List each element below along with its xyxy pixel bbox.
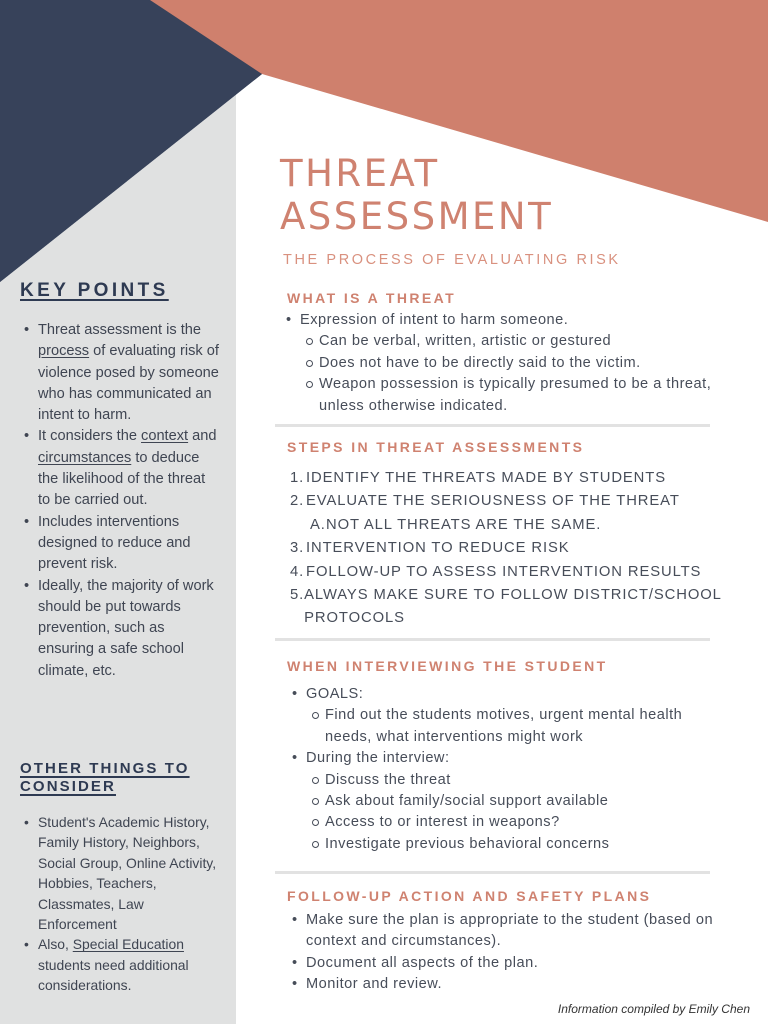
step-number: 5. [290,587,305,604]
list-item [284,310,754,417]
follow-up-heading: FOLLOW-UP ACTION AND SAFETY PLANS [287,888,652,904]
list-item [20,812,220,934]
step-number: 4. [290,563,305,580]
steps-list [290,467,740,631]
title-line-2: ASSESSMENT [280,195,554,238]
sub-list-item: Ask about family/social support available [309,791,730,812]
step-item [290,561,740,584]
sub-list-item: Access to or interest in weapons? [309,812,730,833]
section-divider [275,638,710,641]
sub-list-item: Weapon possession is typically presumed to be a threat, unless otherwise indicated. [303,374,754,417]
list-item [290,748,730,855]
text: Ideally, the majority of work should be put towards prevention, such as ensuring a safe school climate, etc. [38,577,214,679]
text: GOALS: [306,686,364,702]
underlined-term: Special Education [72,936,184,953]
list-item [20,426,220,511]
list-item [20,934,220,995]
sub-list-item: Can be verbal, written, artistic or gestured [303,331,754,352]
list-item: • Monitor and review. [290,974,750,995]
page-title [280,152,553,238]
step-sub-item [290,514,740,537]
list-item [20,512,220,576]
text: Also, [38,936,73,953]
key-points-heading: KEY POINTS [20,280,169,301]
list-item [20,320,220,426]
text: During the interview: [306,750,450,767]
interviewing-heading: WHEN INTERVIEWING THE STUDENT [287,658,608,674]
sub-list-item: Does not have to be directly said to the victim. [303,353,754,374]
step-item [290,537,740,560]
sub-list-item: Find out the students motives, urgent mental health needs, what interventions might work [309,705,730,748]
text: students need additional considerations. [38,956,189,994]
sub-list-item: Discuss the threat [309,770,730,791]
step-letter: A. [310,516,326,533]
underlined-term: context [141,428,189,445]
heading-line: OTHER THINGS TO [20,760,190,777]
list-item: • Make sure the plan is appropriate to the student (based on context and circumstances). [290,910,750,953]
step-number: 2. [290,493,305,510]
text: and [188,428,217,445]
interviewing-section [290,684,730,855]
list-item: • Document all aspects of the plan. [290,953,750,974]
text: to deduce the likelihood of the threat to be carried out. [38,449,206,509]
underlined-term: process [38,343,90,360]
title-line-1: THREAT [280,152,440,195]
what-is-threat-section [284,310,754,417]
text: Expression of intent to harm someone. [300,312,569,328]
other-things-heading [20,760,190,796]
what-is-threat-heading: WHAT IS A THREAT [287,290,457,306]
step-text: FOLLOW-UP TO ASSESS INTERVENTION RESULTS [306,563,702,580]
underlined-term: circumstances [38,449,132,466]
step-item [290,584,740,631]
section-divider [275,871,710,874]
text: Student's Academic History, Family History, Neighbors, Social Group, Online Activity, Hobbies, Teachers, Classmates, Law Enforcement [38,814,217,933]
step-number: 3. [290,540,305,557]
list-item [290,684,730,748]
step-text: ALWAYS MAKE SURE TO FOLLOW DISTRICT/SCHOOL PROTOCOLS [304,587,722,627]
footer-credit: Information compiled by Emily Chen [557,1002,750,1016]
key-points-list [20,320,220,682]
text: Includes interventions designed to reduce and prevent risk. [38,513,191,573]
step-item [290,490,740,513]
section-divider [275,424,710,427]
sub-list-item: Investigate previous behavioral concerns [309,834,730,855]
text: of evaluating risk of violence posed by someone who has communicated an intent to harm. [38,343,219,424]
step-text: INTERVENTION TO REDUCE RISK [306,540,570,557]
step-text: EVALUATE THE SERIOUSNESS OF THE THREAT [306,493,680,510]
steps-heading: STEPS IN THREAT ASSESSMENTS [287,439,585,455]
step-number: 1. [290,470,305,486]
other-things-list [20,812,220,996]
list-item [20,576,220,682]
step-item [290,467,740,490]
page-subtitle: THE PROCESS OF EVALUATING RISK [283,252,621,268]
step-text: IDENTIFY THE THREATS MADE BY STUDENTS [306,470,666,486]
heading-line: CONSIDER [20,778,116,795]
text: It considers the [38,428,142,445]
text: Threat assessment is the [38,322,202,338]
step-text: NOT ALL THREATS ARE THE SAME. [326,516,602,533]
follow-up-section [290,910,750,996]
